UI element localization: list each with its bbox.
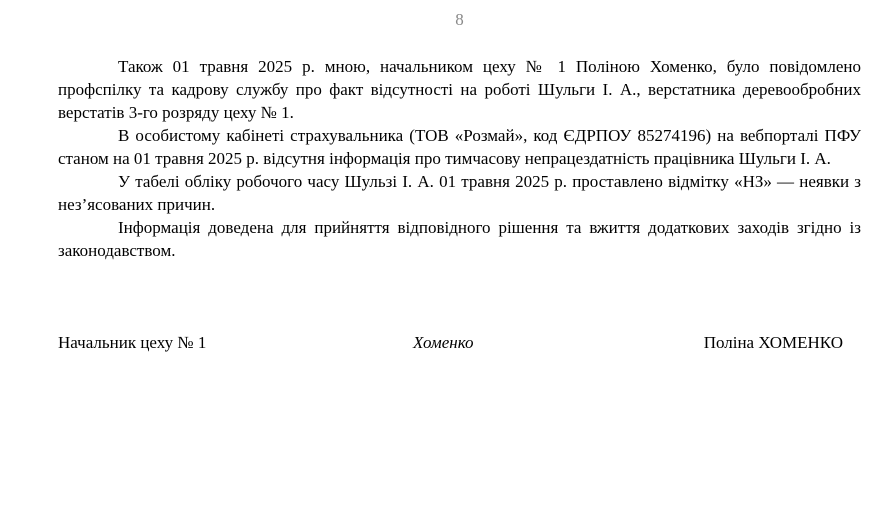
document-body	[58, 55, 861, 262]
paragraph-timesheet: У табелі обліку робочого часу Шульзі І. А. 01 травня 2025 р. проставлено відмітку «НЗ» — неявки з нез’ясованих причин.	[58, 172, 861, 214]
handwritten-signature: Хоменко	[413, 333, 474, 352]
page-number: 8	[455, 10, 464, 29]
paragraph-notification: Також 01 травня 2025 р. мною, начальником цеху № 1 Поліною Хоменко, було повідомлено профспілку та кадрову службу про факт відсутності на роботі Шульги І. А., верстатника деревообробних верстатів 3-го розряду цеху № 1.	[58, 57, 861, 122]
signature-block	[58, 331, 843, 355]
paragraph-conclusion: Інформація доведена для прийняття відповідного рішення та вжиття додаткових заходів згідно із законодавством.	[58, 218, 861, 260]
signer-position: Начальник цеху № 1	[58, 333, 207, 352]
signer-name: Поліна ХОМЕНКО	[703, 333, 843, 352]
paragraph-insurer-cabinet: В особистому кабінеті страхувальника (ТОВ «Розмай», код ЄДРПОУ 85274196) на вебпорталі ПФУ станом на 01 травня 2025 р. відсутня інформація про тимчасову непрацездатність працівника Шульги І. А.	[58, 126, 861, 168]
